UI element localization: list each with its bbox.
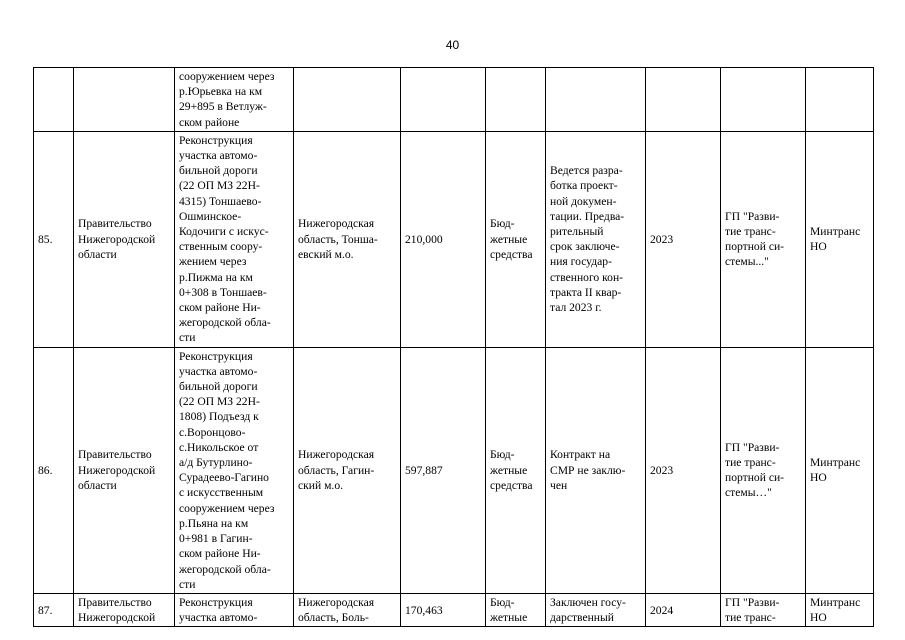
status-cell: Заключен госу- дарственный — [546, 593, 646, 626]
year-cell: 2023 — [646, 131, 721, 347]
funding-source-cell: Бюд- жетные — [486, 593, 546, 626]
status-cell: Ведется разра- ботка проект- ной докумен- тации. Предва- рительный срок заключе- ния государ- ственного кон- тракта II квар- тал 2023 г. — [546, 131, 646, 347]
object-description-cell: Реконструкция участка автомо- бильной дороги (22 ОП МЗ 22Н- 1808) Подъезд к с.Воронцово- с.Никольское от а/д Бутурлино- Сурадеево-Гагино с искусственным сооружением через р.Пьяна на км 0+981 в Гагин- ском районе Ни- жегородской обла- сти — [175, 347, 294, 593]
cost-cell: 597,887 — [401, 347, 486, 593]
table-row-continued — [34, 68, 874, 132]
cost-cell: 170,463 — [401, 593, 486, 626]
funding-source-cell: Бюд- жетные средства — [486, 347, 546, 593]
organization-cell: Правительство Нижегородской области — [74, 131, 175, 347]
table-row — [34, 347, 874, 593]
program-cell: ГП "Разви- тие транс- — [721, 593, 806, 626]
row-number: 86. — [34, 347, 74, 593]
year-cell: 2024 — [646, 593, 721, 626]
row-number: 87. — [34, 593, 74, 626]
organization-cell: Правительство Нижегородской — [74, 593, 175, 626]
program-cell — [721, 68, 806, 132]
location-cell — [294, 68, 401, 132]
responsible-cell — [806, 68, 874, 132]
status-cell — [546, 68, 646, 132]
responsible-cell: Минтранс НО — [806, 131, 874, 347]
projects-table — [33, 67, 874, 627]
row-number: 85. — [34, 131, 74, 347]
status-cell: Контракт на СМР не заклю- чен — [546, 347, 646, 593]
row-number — [34, 68, 74, 132]
cost-cell: 210,000 — [401, 131, 486, 347]
responsible-cell: Минтранс НО — [806, 593, 874, 626]
year-cell — [646, 68, 721, 132]
table-row — [34, 131, 874, 347]
funding-source-cell: Бюд- жетные средства — [486, 131, 546, 347]
responsible-cell: Минтранс НО — [806, 347, 874, 593]
funding-source-cell — [486, 68, 546, 132]
cost-cell — [401, 68, 486, 132]
object-description-cell: сооружением через р.Юрьевка на км 29+895 в Ветлуж- ском районе — [175, 68, 294, 132]
organization-cell: Правительство Нижегородской области — [74, 347, 175, 593]
location-cell: Нижегородская область, Боль- — [294, 593, 401, 626]
table-row — [34, 593, 874, 626]
program-cell: ГП "Разви- тие транс- портной си- стемы..." — [721, 131, 806, 347]
organization-cell — [74, 68, 175, 132]
program-cell: ГП "Разви- тие транс- портной си- стемы…" — [721, 347, 806, 593]
location-cell: Нижегородская область, Тонша- евский м.о. — [294, 131, 401, 347]
object-description-cell: Реконструкция участка автомо- — [175, 593, 294, 626]
page-number: 40 — [445, 38, 460, 52]
location-cell: Нижегородская область, Гагин- ский м.о. — [294, 347, 401, 593]
object-description-cell: Реконструкция участка автомо- бильной дороги (22 ОП МЗ 22Н- 4315) Тоншаево- Ошминское- Кодочиги с искус- ственным соору- жением через р.Пижма на км 0+308 в Тоншаев- ском районе Ни- жегородской обла- сти — [175, 131, 294, 347]
year-cell: 2023 — [646, 347, 721, 593]
